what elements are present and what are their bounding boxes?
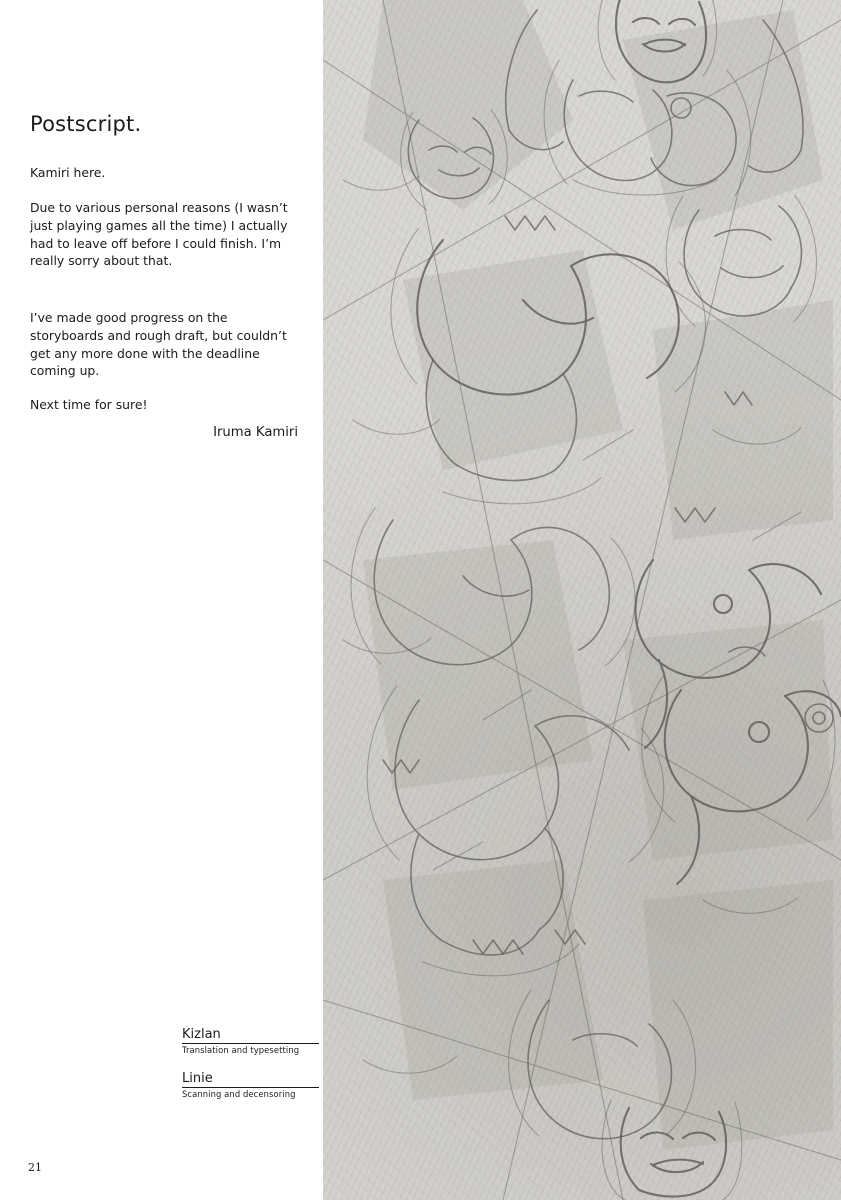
postscript-greeting: Kamiri here. [30,165,106,181]
text-column [0,0,323,1200]
credit-role: Translation and typesetting [182,1045,300,1055]
author-signature: Iruma Kamiri [213,425,298,440]
postscript-paragraph-reasons: Due to various personal reasons (I wasn’t just playing games all the time) I actually had to leave off before I could finish. I’m really sorry about that. [30,200,288,269]
credit-name: Kizlan [182,1027,319,1044]
page-number: 21 [28,1161,42,1174]
credit-entry [182,1027,322,1055]
credit-entry [182,1071,322,1099]
sketch-artwork-panel [323,0,841,1200]
postscript-paragraph-progress: I’ve made good progress on the storyboards and rough draft, but couldn’t get any more done with the deadline coming up. [30,310,287,379]
credit-name: Linie [182,1071,319,1088]
page-title: Postscript. [30,112,142,137]
credits-section [182,1027,322,1115]
pencil-sketch-lines [323,0,841,1200]
postscript-paragraph-next: Next time for sure! [30,397,148,413]
credit-role: Scanning and decensoring [182,1089,296,1099]
